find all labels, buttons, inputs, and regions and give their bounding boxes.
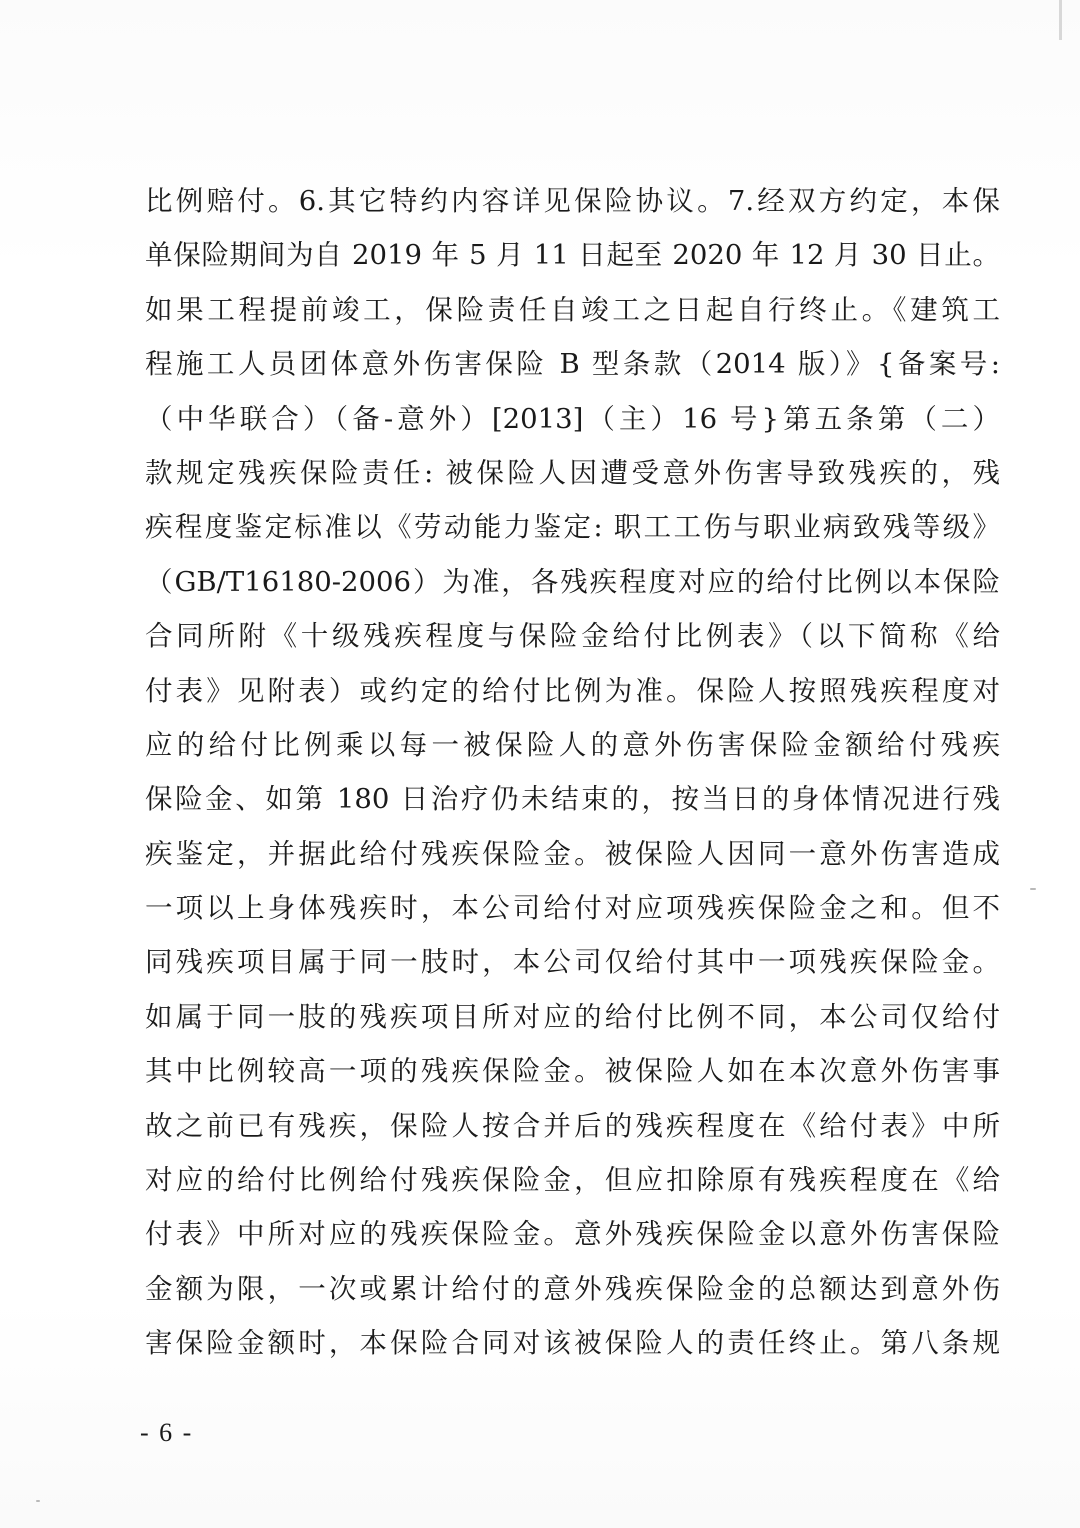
text-line: 应的给付比例乘以每一被保险人的意外伤害保险金额给付残疾 — [145, 728, 1000, 761]
page-number: - 6 - — [140, 1418, 194, 1447]
text-line: 比例赔付。6.其它特约内容详见保险协议。7.经双方约定，本保 — [145, 185, 1000, 217]
scan-speck — [36, 1500, 40, 1502]
text-line: 单保险期间为自 2019 年 5 月 11 日起至 2020 年 12 月 30 日止。 — [145, 239, 1000, 272]
text-line: 对应的给付比例给付残疾保险金，但应扣除原有残疾程度在《给 — [145, 1164, 1000, 1197]
text-line: 如属于同一肢的残疾项目所对应的给付比例不同，本公司仅给付 — [145, 1000, 1000, 1033]
body-text — [145, 174, 1000, 1371]
scan-speck — [1030, 888, 1036, 890]
text-line: 如果工程提前竣工，保险责任自竣工之日起自行终止。《建筑工 — [145, 293, 1000, 326]
text-line: 程施工人员团体意外伤害保险 B 型条款（2014 版）》{备案号: — [145, 348, 1000, 381]
scan-edge-artifact — [1059, 0, 1062, 40]
text-line: 故之前已有残疾，保险人按合并后的残疾程度在《给付表》中所 — [145, 1109, 1000, 1142]
text-line: 金额为限，一次或累计给付的意外残疾保险金的总额达到意外伤 — [145, 1272, 1000, 1305]
text-line: （GB/T16180-2006）为准，各残疾程度对应的给付比例以本保险 — [145, 565, 1000, 598]
text-line: 害保险金额时，本保险合同对该被保险人的责任终止。第八条规 — [145, 1327, 1000, 1360]
text-line: 付表》中所对应的残疾保险金。意外残疾保险金以意外伤害保险 — [145, 1218, 1000, 1251]
text-line: 疾鉴定，并据此给付残疾保险金。被保险人因同一意外伤害造成 — [145, 837, 1000, 870]
text-line: 付表》见附表）或约定的给付比例为准。保险人按照残疾程度对 — [145, 674, 1000, 707]
text-line: 同残疾项目属于同一肢时，本公司仅给付其中一项残疾保险金。 — [145, 946, 1000, 979]
text-line: 合同所附《十级残疾程度与保险金给付比例表》（以下简称《给 — [145, 620, 1000, 653]
text-line: 一项以上身体残疾时，本公司给付对应项残疾保险金之和。但不 — [145, 892, 1000, 925]
text-line: 款规定残疾保险责任: 被保险人因遭受意外伤害导致残疾的，残 — [145, 456, 1000, 489]
text-line: 疾程度鉴定标准以《劳动能力鉴定: 职工工伤与职业病致残等级》 — [145, 511, 1000, 544]
text-line: 其中比例较高一项的残疾保险金。被保险人如在本次意外伤害事 — [145, 1055, 1000, 1088]
text-line: （中华联合）（备-意外）[2013]（主）16 号}第五条第（二） — [145, 402, 1000, 435]
text-line: 保险金、如第 180 日治疗仍未结束的，按当日的身体情况进行残 — [145, 783, 1000, 816]
